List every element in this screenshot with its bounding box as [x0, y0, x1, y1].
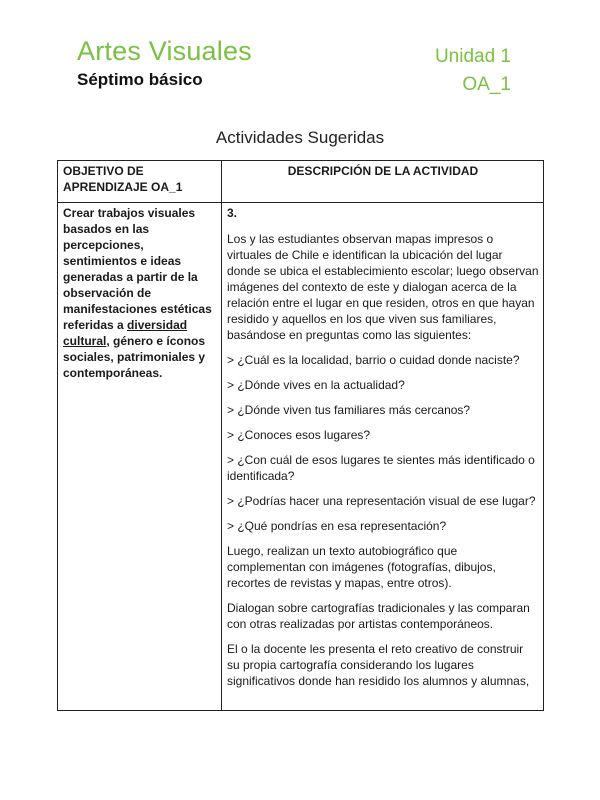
- question-item: > ¿Podrías hacer una representación visual de ese lugar?: [227, 494, 536, 508]
- question-item: > ¿Dónde vives en la actualidad?: [227, 378, 405, 392]
- activity-intro: Los y las estudiantes observan mapas impresos o virtuales de Chile e identifican la ubicación del lugar donde se ubica el establecimiento escolar; luego observan imágenes del contexto de este y dialogan acerca de la relación entre el lugar en que residen, otros en que hayan residido y aquellos en los que viven sus familiares, basándose en preguntas como las siguientes:: [227, 232, 539, 342]
- closing-paragraph: Dialogan sobre cartografías tradicionales y las comparan con otras realizadas por artistas contemporáneos.: [227, 601, 530, 631]
- question-item: > ¿Cuál es la localidad, barrio o cuidad donde naciste?: [227, 353, 520, 367]
- table-header-row: [58, 161, 544, 203]
- activity-number: 3.: [227, 206, 238, 220]
- objective-text-end: , género e íconos sociales, patrimoniales y contemporáneas.: [63, 334, 206, 380]
- description-cell: [222, 203, 544, 711]
- grade-level: Séptimo básico: [77, 70, 203, 89]
- document-header-right: [435, 46, 511, 96]
- question-item: > ¿Dónde viven tus familiares más cercanos?: [227, 403, 471, 417]
- table-row: [58, 203, 544, 711]
- description-column-header: DESCRIPCIÓN DE LA ACTIVIDAD: [222, 161, 544, 203]
- unit-label: Unidad 1: [434, 46, 511, 67]
- objective-cell: [58, 203, 222, 711]
- subject-title: Artes Visuales: [77, 36, 252, 66]
- question-item: > ¿Conoces esos lugares?: [227, 428, 371, 442]
- question-item: > ¿Qué pondrías en esa representación?: [227, 519, 447, 533]
- objective-underlined-text: diversidad cultural: [63, 318, 188, 348]
- oa-label: OA_1: [462, 74, 511, 95]
- section-title: Actividades Sugeridas: [215, 128, 385, 147]
- question-item: > ¿Con cuál de esos lugares te sientes más identificado o identificada?: [227, 453, 535, 483]
- activities-table: [57, 160, 544, 711]
- closing-paragraph: El o la docente les presenta el reto creativo de construir su propia cartografía considerando los lugares significativos donde han residido los alumnos y alumnas,: [227, 642, 530, 688]
- closing-paragraph: Luego, realizan un texto autobiográfico que complementan con imágenes (fotografías, dibujos, recortes de revistas y mapas, entre otros).: [227, 544, 496, 590]
- document-header-left: [77, 36, 252, 90]
- objective-column-header: OBJETIVO DE APRENDIZAJE OA_1: [58, 161, 222, 203]
- objective-text-start: Crear trabajos visuales basados en las percepciones, sentimientos e ideas generadas a partir de la observación de manifestaciones estéticas referidas a: [63, 206, 212, 332]
